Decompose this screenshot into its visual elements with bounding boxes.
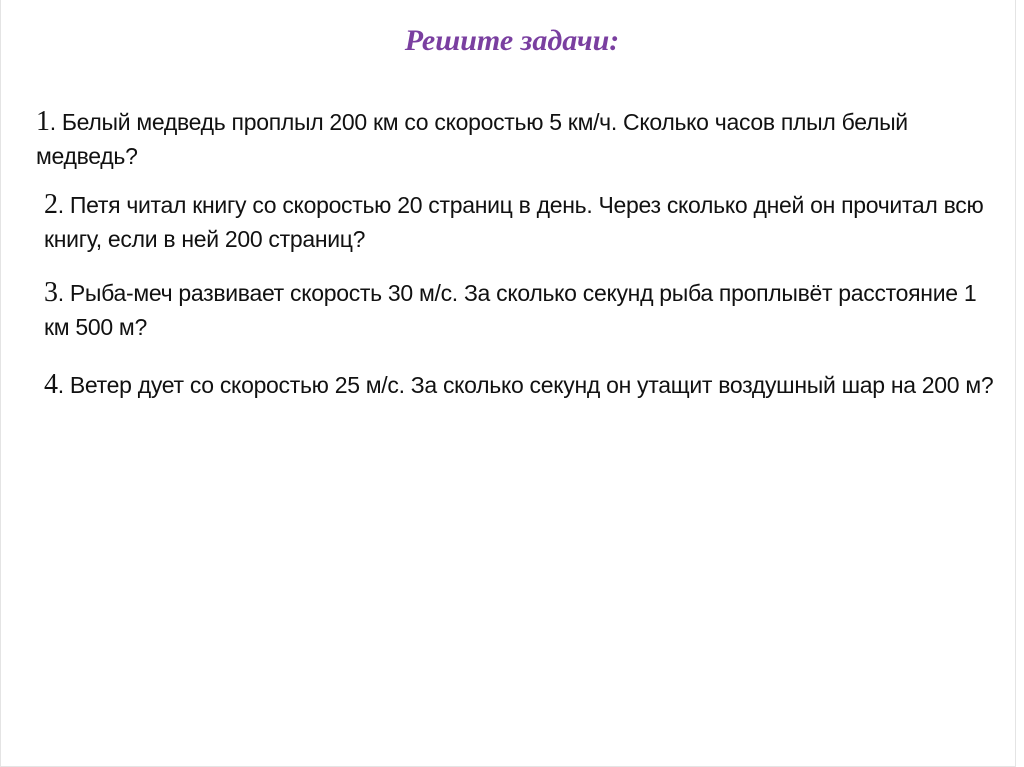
task-3-number: 3 bbox=[44, 277, 58, 308]
task-4-number: 4 bbox=[44, 369, 58, 400]
task-4 bbox=[44, 368, 994, 402]
slide-title: Решите задачи: bbox=[404, 24, 620, 57]
task-2 bbox=[44, 188, 994, 256]
task-2-text: . Петя читал книгу со скоростью 20 страниц в день. Через сколько дней он прочитал всю книгу, если в ней 200 страниц? bbox=[44, 192, 984, 252]
task-1-number: 1 bbox=[36, 106, 50, 137]
task-1 bbox=[36, 105, 996, 173]
task-2-number: 2 bbox=[44, 189, 58, 220]
task-3 bbox=[44, 276, 994, 344]
task-3-text: . Рыба-меч развивает скорость 30 м/с. За сколько секунд рыба проплывёт расстояние 1 км 500 м? bbox=[44, 280, 977, 340]
task-1-text: . Белый медведь проплыл 200 км со скоростью 5 км/ч. Сколько часов плыл белый медведь? bbox=[36, 109, 908, 169]
task-4-text: . Ветер дует со скоростью 25 м/с. За сколько секунд он утащит воздушный шар на 200 м? bbox=[57, 372, 994, 398]
